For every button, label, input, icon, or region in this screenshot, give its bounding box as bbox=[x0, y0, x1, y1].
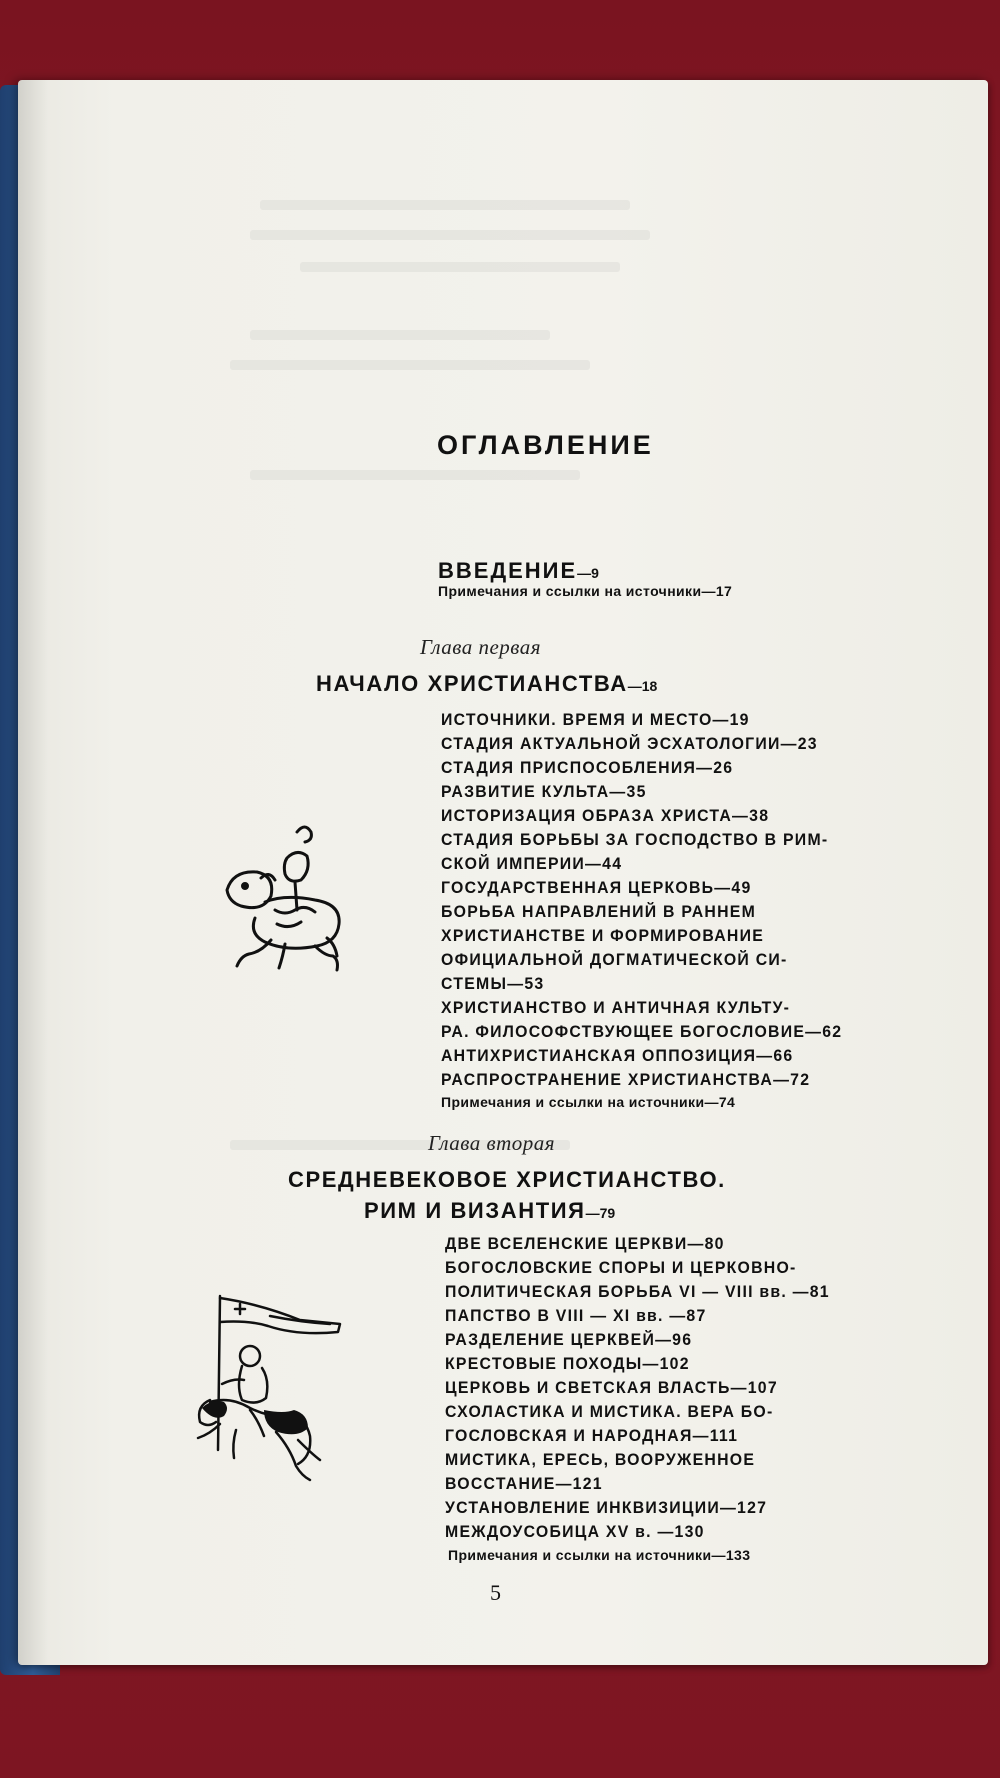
toc-entry: БОГОСЛОВСКИЕ СПОРЫ И ЦЕРКОВНО- bbox=[445, 1259, 797, 1277]
toc-entry: ДВЕ ВСЕЛЕНСКИЕ ЦЕРКВИ—80 bbox=[445, 1235, 725, 1253]
toc-entry: РАЗВИТИЕ КУЛЬТА—35 bbox=[441, 783, 647, 801]
toc-entry: ПОЛИТИЧЕСКАЯ БОРЬБА VI — VIII вв. —81 bbox=[445, 1283, 830, 1301]
chapter1-notes: Примечания и ссылки на источники—74 bbox=[441, 1094, 736, 1110]
toc-entry: СКОЙ ИМПЕРИИ—44 bbox=[441, 855, 623, 873]
page-number: 5 bbox=[490, 1580, 502, 1605]
toc-entry: ИСТОЧНИКИ. ВРЕМЯ И МЕСТО—19 bbox=[441, 711, 750, 729]
chapter2-heading-line1: СРЕДНЕВЕКОВОЕ ХРИСТИАНСТВО. bbox=[288, 1167, 726, 1192]
toc-entry: ОФИЦИАЛЬНОЙ ДОГМАТИЧЕСКОЙ СИ- bbox=[441, 951, 788, 969]
intro-notes: Примечания и ссылки на источники—17 bbox=[438, 583, 733, 599]
chapter2-heading-line2: РИМ И ВИЗАНТИЯ—79 bbox=[364, 1198, 616, 1223]
toc-entry: РАСПРОСТРАНЕНИЕ ХРИСТИАНСТВА—72 bbox=[441, 1071, 811, 1089]
toc-entry: УСТАНОВЛЕНИЕ ИНКВИЗИЦИИ—127 bbox=[445, 1499, 768, 1517]
toc-entry: СТАДИЯ АКТУАЛЬНОЙ ЭСХАТОЛОГИИ—23 bbox=[441, 735, 818, 753]
show-through-text bbox=[250, 470, 580, 480]
toc-entry: РА. ФИЛОСОФСТВУЮЩЕЕ БОГОСЛОВИЕ—62 bbox=[441, 1023, 843, 1041]
chapter1-heading: НАЧАЛО ХРИСТИАНСТВА—18 bbox=[316, 671, 658, 696]
show-through-text bbox=[260, 200, 630, 210]
toc-entry: СХОЛАСТИКА И МИСТИКА. ВЕРА БО- bbox=[445, 1403, 774, 1421]
show-through-text bbox=[250, 230, 650, 240]
toc-entry: СТЕМЫ—53 bbox=[441, 975, 545, 993]
lamb-with-flag-drawing bbox=[215, 820, 350, 980]
show-through-text bbox=[230, 360, 590, 370]
toc-entry: ЦЕРКОВЬ И СВЕТСКАЯ ВЛАСТЬ—107 bbox=[445, 1379, 778, 1397]
page-shadow bbox=[18, 80, 48, 1665]
toc-entry: ВОССТАНИЕ—121 bbox=[445, 1475, 603, 1493]
toc-entry: ГОСЛОВСКАЯ И НАРОДНАЯ—111 bbox=[445, 1427, 739, 1445]
toc-entry: КРЕСТОВЫЕ ПОХОДЫ—102 bbox=[445, 1355, 690, 1373]
toc-entry: АНТИХРИСТИАНСКАЯ ОППОЗИЦИЯ—66 bbox=[441, 1047, 794, 1065]
toc-entry: ГОСУДАРСТВЕННАЯ ЦЕРКОВЬ—49 bbox=[441, 879, 752, 897]
toc-entry: СТАДИЯ БОРЬБЫ ЗА ГОСПОДСТВО В РИМ- bbox=[441, 831, 829, 849]
toc-entry: БОРЬБА НАПРАВЛЕНИЙ В РАННЕМ bbox=[441, 903, 757, 921]
chapter2-label: Глава вторая bbox=[428, 1131, 556, 1155]
intro-heading: ВВЕДЕНИЕ—9 bbox=[438, 558, 599, 583]
toc-entry: ПАПСТВО В VIII — XI вв. —87 bbox=[445, 1307, 707, 1325]
toc-entry: РАЗДЕЛЕНИЕ ЦЕРКВЕЙ—96 bbox=[445, 1331, 693, 1349]
toc-entry: СТАДИЯ ПРИСПОСОБЛЕНИЯ—26 bbox=[441, 759, 734, 777]
show-through-text bbox=[250, 330, 550, 340]
rider-with-banner-drawing bbox=[190, 1290, 380, 1490]
show-through-text bbox=[300, 262, 620, 272]
toc-entry: МИСТИКА, ЕРЕСЬ, ВООРУЖЕННОЕ bbox=[445, 1451, 756, 1469]
toc-entry: ХРИСТИАНСТВЕ И ФОРМИРОВАНИЕ bbox=[441, 927, 765, 945]
chapter1-label: Глава первая bbox=[420, 635, 542, 659]
toc-entry: ИСТОРИЗАЦИЯ ОБРАЗА ХРИСТА—38 bbox=[441, 807, 770, 825]
page-title: ОГЛАВЛЕНИЕ bbox=[437, 430, 654, 460]
toc-entry: ХРИСТИАНСТВО И АНТИЧНАЯ КУЛЬТУ- bbox=[441, 999, 791, 1017]
toc-entry: МЕЖДОУСОБИЦА XV в. —130 bbox=[445, 1523, 705, 1541]
chapter2-notes: Примечания и ссылки на источники—133 bbox=[448, 1547, 751, 1563]
